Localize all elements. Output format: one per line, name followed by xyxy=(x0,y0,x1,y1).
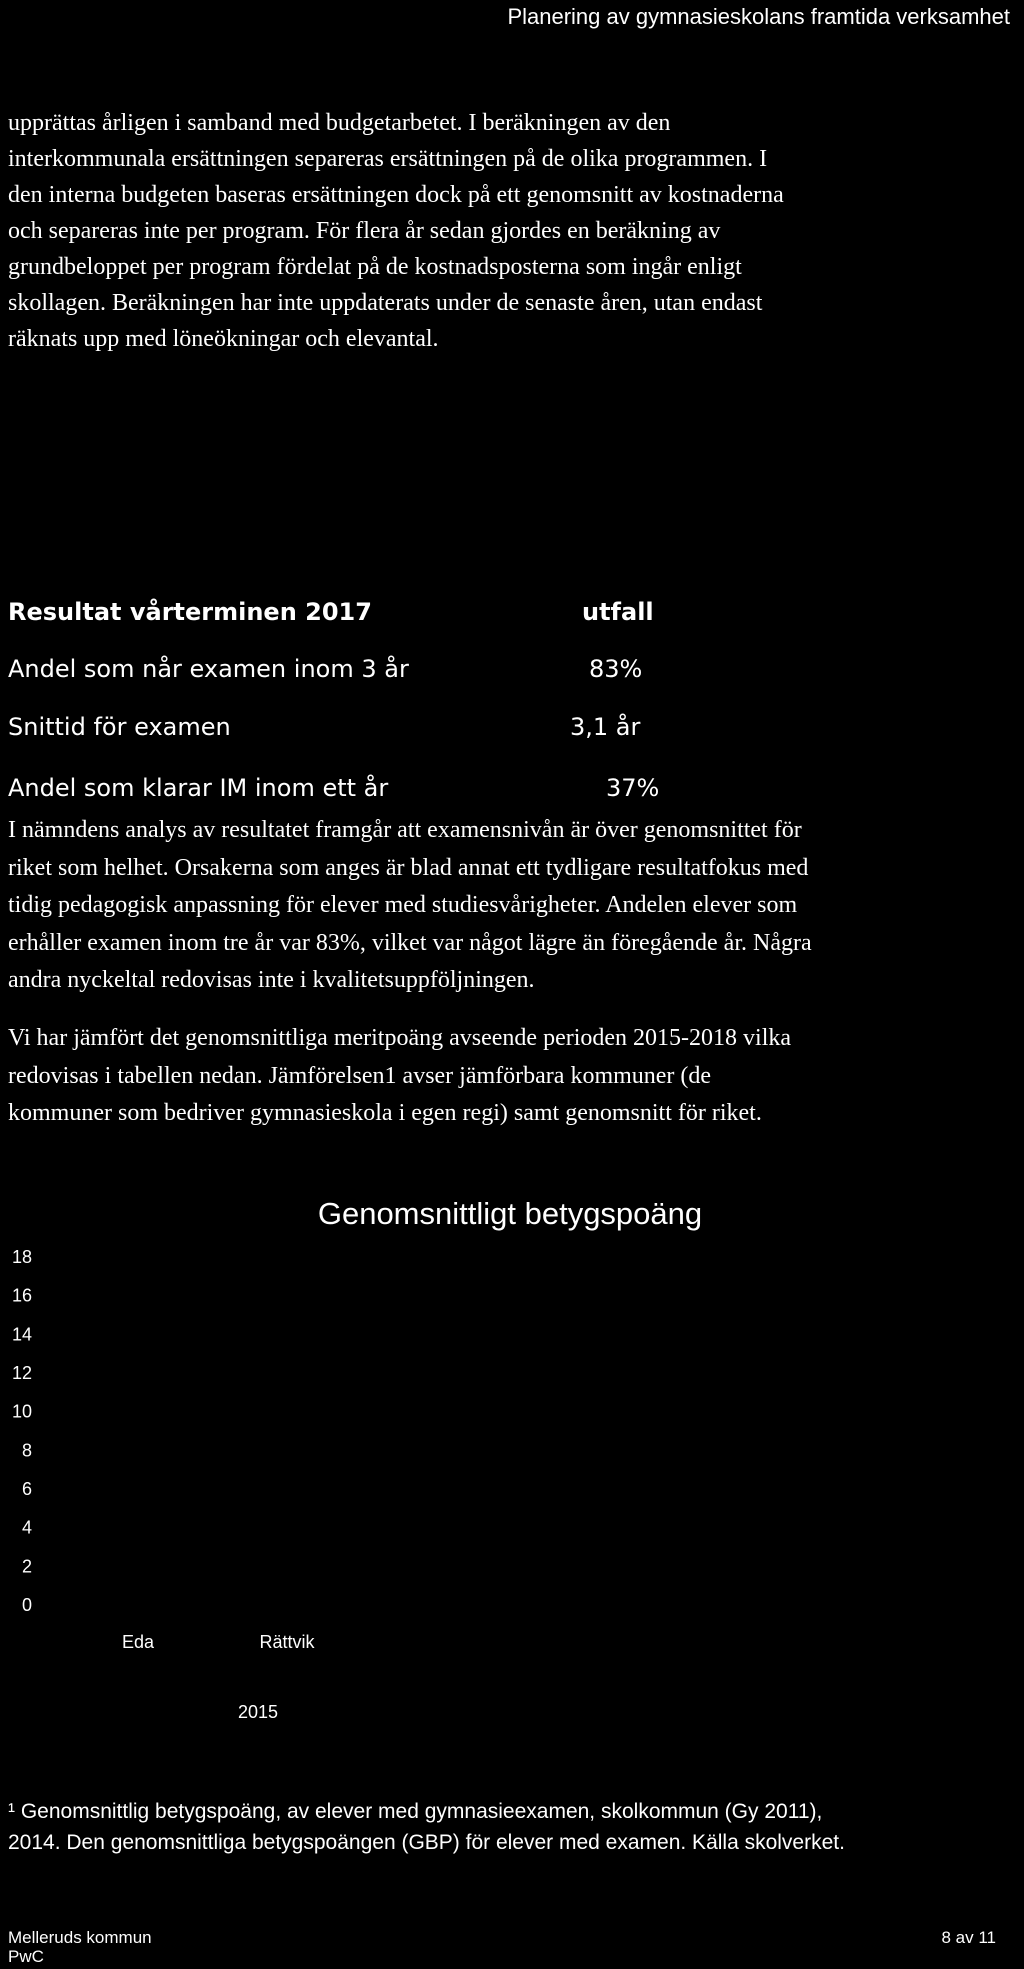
results-row-value: 3,1 år xyxy=(570,713,641,741)
results-table-value-header: utfall xyxy=(582,598,654,626)
text-line: skollagen. Beräkningen har inte uppdaterats under de senaste åren, utan endast xyxy=(8,290,763,316)
results-row-value: 83% xyxy=(589,655,643,683)
x-category-label: Rättvik xyxy=(259,1632,315,1652)
y-tick-label: 4 xyxy=(21,1517,32,1538)
y-tick-label: 2 xyxy=(21,1556,32,1577)
text-line: riket som helhet. Orsakerna som anges är blad annat ett tydligare resultatfokus med xyxy=(8,854,809,881)
text-line: kommuner som bedriver gymnasieskola i egen regi) samt genomsnitt för riket. xyxy=(8,1100,762,1126)
text-line: interkommunala ersättningen separeras ersättningen på de olika programmen. I xyxy=(8,146,768,172)
footnote-line: 2014. Den genomsnittliga betygspoängen (GBP) för elever med examen. Källa skolverket. xyxy=(8,1831,845,1854)
grade-points-chart xyxy=(0,1180,1024,1720)
x-group-label: 2015 xyxy=(237,1702,279,1720)
results-row-label: Andel som klarar IM inom ett år xyxy=(8,774,389,802)
footer-page-number: 8 av 11 xyxy=(941,1928,996,1947)
comparison-paragraph xyxy=(8,1020,1008,1133)
results-row-label: Snittid för examen xyxy=(8,713,231,741)
analysis-paragraph xyxy=(8,812,1008,1000)
text-line: andra nyckeltal redovisas inte i kvalitetsuppföljningen. xyxy=(8,967,535,993)
results-row-label: Andel som når examen inom 3 år xyxy=(8,655,409,683)
x-category-label: Eda xyxy=(121,1632,155,1652)
footer-firm: PwC xyxy=(8,1947,44,1966)
page-header-title: Planering av gymnasieskolans framtida verksamhet xyxy=(507,4,1010,29)
footer-left xyxy=(8,1928,152,1966)
text-line: den interna budgeten baseras ersättningen dock på ett genomsnitt av kostnaderna xyxy=(8,182,784,208)
text-line: räknats upp med löneökningar och elevantal. xyxy=(8,326,439,352)
text-line: tidig pedagogisk anpassning för elever med studiesvårigheter. Andelen elever som xyxy=(8,892,798,918)
footnote xyxy=(8,1796,1018,1858)
y-tick-label: 8 xyxy=(21,1440,32,1461)
text-line: upprättas årligen i samband med budgetarbetet. I beräkningen av den xyxy=(8,110,671,136)
y-tick-label: 0 xyxy=(21,1595,32,1615)
text-line: I nämndens analys av resultatet framgår att examensnivån är över genomsnittet för xyxy=(8,817,802,843)
footnote-line: ¹ Genomsnittlig betygspoäng, av elever med gymnasieexamen, skolkommun (Gy 2011), xyxy=(8,1800,823,1823)
y-tick-label: 16 xyxy=(11,1285,32,1306)
text-line: erhåller examen inom tre år var 83%, vilket var något lägre än föregående år. Några xyxy=(8,929,812,956)
text-line: och separeras inte per program. För flera år sedan gjordes en beräkning av xyxy=(8,218,721,244)
intro-paragraph xyxy=(8,105,1008,357)
y-tick-label: 6 xyxy=(21,1479,32,1499)
text-line: redovisas i tabellen nedan. Jämförelsen1 avser jämförbara kommuner (de xyxy=(8,1062,712,1089)
results-row-value: 37% xyxy=(606,774,660,802)
y-tick-label: 12 xyxy=(11,1363,32,1383)
footer-org: Melleruds kommun xyxy=(8,1928,152,1947)
y-tick-label: 14 xyxy=(11,1324,32,1345)
y-tick-label: 10 xyxy=(11,1401,32,1422)
chart-title: Genomsnittligt betygspoäng xyxy=(317,1196,703,1231)
results-table-title: Resultat vårterminen 2017 xyxy=(8,598,372,626)
text-line: grundbeloppet per program fördelat på de kostnadsposterna som ingår enligt xyxy=(8,254,742,280)
y-tick-label: 18 xyxy=(11,1247,32,1267)
text-line: Vi har jämfört det genomsnittliga meritpoäng avseende perioden 2015-2018 vilka xyxy=(8,1025,792,1051)
